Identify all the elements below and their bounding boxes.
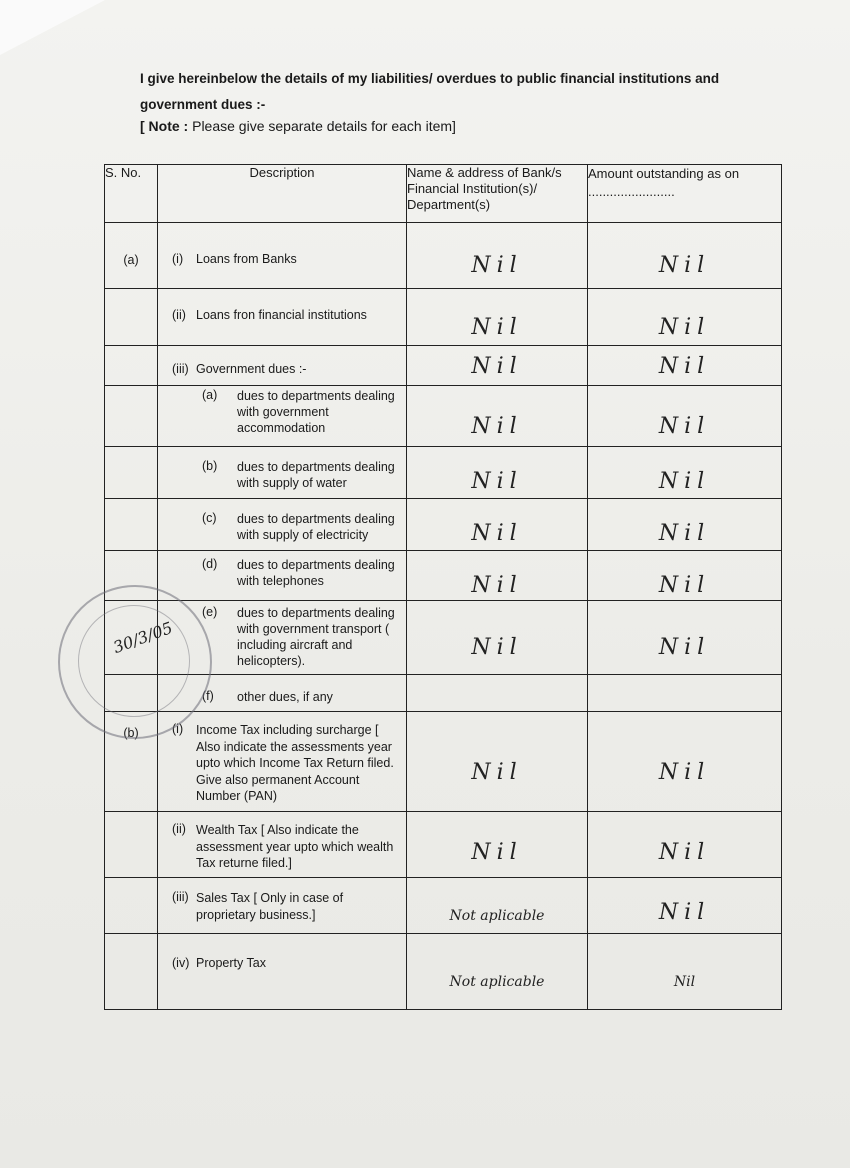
bank-value: Nil bbox=[471, 315, 523, 340]
table-row bbox=[105, 551, 782, 601]
row-label: Loans fron financial institutions bbox=[196, 308, 367, 322]
row-label: Sales Tax [ Only in case of proprietary business.] bbox=[196, 891, 344, 922]
page-fold bbox=[0, 0, 105, 55]
bank-value: Nil bbox=[471, 635, 523, 660]
amount-value: Nil bbox=[658, 354, 711, 379]
row-num: (i) bbox=[172, 252, 184, 266]
table-row bbox=[105, 346, 782, 386]
bank-value: Not aplicable bbox=[449, 974, 545, 990]
note-text: Please give separate details for each item] bbox=[188, 118, 456, 134]
bank-value: Nil bbox=[471, 354, 523, 379]
amount-value: Nil bbox=[658, 469, 711, 494]
bank-value: Nil bbox=[471, 521, 523, 546]
row-sno: (b) bbox=[105, 712, 158, 812]
row-sub: (b) bbox=[202, 459, 218, 473]
row-num: (iii) bbox=[172, 362, 189, 376]
amount-value: Nil bbox=[673, 974, 696, 990]
row-num: (iii) bbox=[172, 890, 189, 904]
table-row bbox=[105, 812, 782, 878]
amount-value: Nil bbox=[658, 635, 711, 660]
row-label: Loans from Banks bbox=[196, 252, 297, 266]
table-header-row bbox=[105, 165, 782, 223]
row-label: dues to departments dealing with supply of electricity bbox=[237, 512, 395, 542]
table-row bbox=[105, 223, 782, 289]
note-line bbox=[140, 118, 456, 134]
header-sno: S. No. bbox=[105, 165, 158, 223]
stamp-inner-ring bbox=[78, 605, 190, 717]
table-row bbox=[105, 386, 782, 447]
amount-value: Nil bbox=[658, 521, 711, 546]
bank-value: Nil bbox=[471, 760, 523, 785]
row-sub: (f) bbox=[202, 689, 214, 703]
liabilities-table bbox=[104, 164, 782, 1010]
bank-value: Not aplicable bbox=[449, 908, 545, 924]
bank-value: Nil bbox=[471, 573, 523, 598]
row-label: dues to departments dealing with supply of water bbox=[237, 460, 395, 490]
bank-value: Nil bbox=[471, 253, 523, 278]
row-label: Government dues :- bbox=[196, 362, 307, 376]
amount-value: Nil bbox=[658, 900, 711, 925]
row-label: Wealth Tax [ Also indicate the assessment year upto which wealth Tax returne filed.] bbox=[196, 823, 394, 870]
note-label: [ Note : bbox=[140, 118, 189, 134]
row-label: dues to departments dealing with telephones bbox=[237, 558, 395, 588]
amount-value: Nil bbox=[658, 573, 711, 598]
page-heading: I give hereinbelow the details of my liabilities/ overdues to public financial institutions and government dues :- bbox=[140, 71, 720, 112]
amount-value: Nil bbox=[658, 760, 711, 785]
row-label: Income Tax including surcharge [ Also indicate the assessments year upto which Income Tax Return filed. Give also permanent Account Number (PAN) bbox=[196, 723, 394, 803]
header-description: Description bbox=[158, 165, 407, 223]
row-sub: (a) bbox=[202, 388, 218, 402]
row-sub: (c) bbox=[202, 511, 217, 525]
row-sno: (a) bbox=[105, 223, 158, 289]
bank-value: Nil bbox=[471, 414, 523, 439]
table-row bbox=[105, 934, 782, 1010]
table-row bbox=[105, 878, 782, 934]
amount-value: Nil bbox=[658, 253, 711, 278]
amount-value: Nil bbox=[658, 414, 711, 439]
office-stamp bbox=[58, 585, 212, 739]
amount-value: Nil bbox=[658, 840, 711, 865]
header-bank: Name & address of Bank/s Financial Institution(s)/ Department(s) bbox=[407, 165, 588, 223]
bank-value: Nil bbox=[471, 469, 523, 494]
table-row bbox=[105, 499, 782, 551]
row-label: dues to departments dealing with government accommodation bbox=[237, 389, 395, 435]
table-row bbox=[105, 447, 782, 499]
signature-initials: 30/3/05 bbox=[110, 618, 176, 657]
row-label: dues to departments dealing with government transport ( including aircraft and helicopters). bbox=[237, 606, 395, 668]
row-label: other dues, if any bbox=[237, 690, 333, 704]
row-sub: (e) bbox=[202, 605, 218, 619]
row-num: (i) bbox=[172, 722, 184, 736]
bank-value: Nil bbox=[471, 840, 523, 865]
amount-value: Nil bbox=[658, 315, 711, 340]
row-label: Property Tax bbox=[196, 956, 266, 970]
row-num: (ii) bbox=[172, 822, 186, 836]
row-sub: (d) bbox=[202, 557, 218, 571]
header-amount: Amount outstanding as on ........................ bbox=[588, 165, 782, 223]
row-num: (ii) bbox=[172, 308, 186, 322]
row-num: (iv) bbox=[172, 956, 190, 970]
table-row bbox=[105, 289, 782, 346]
table-row bbox=[105, 712, 782, 812]
